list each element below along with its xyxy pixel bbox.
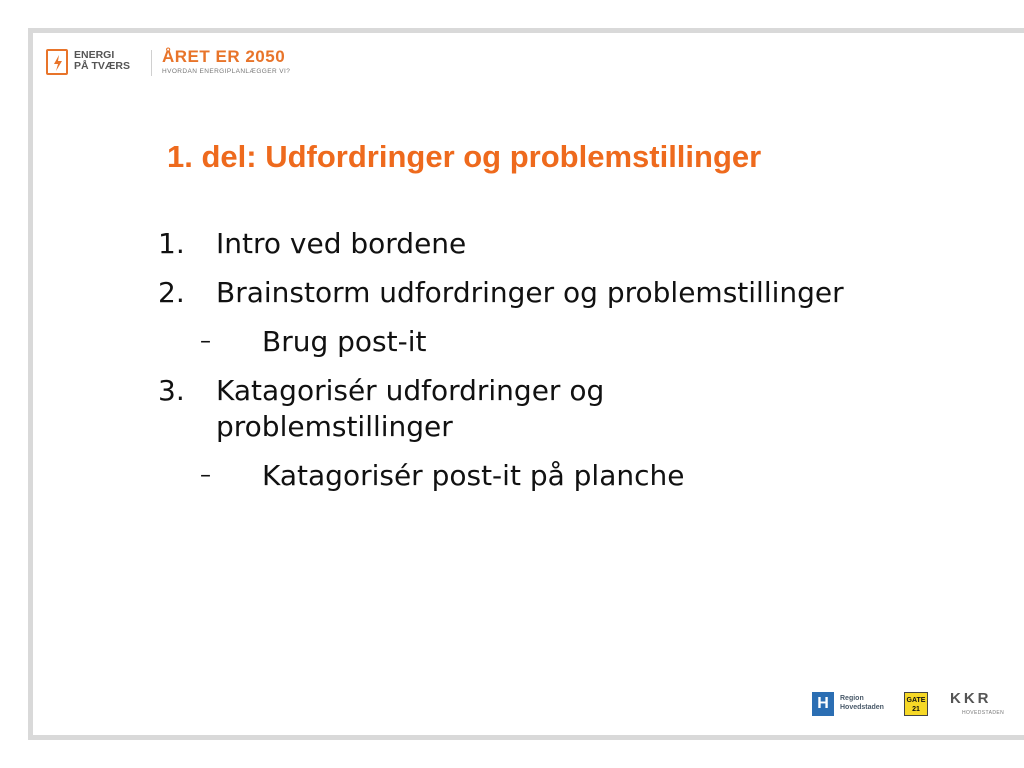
dash-bullet: – bbox=[200, 463, 211, 488]
slide-title: 1. del: Udfordringer og problemstillinger bbox=[167, 139, 762, 174]
region-line-1: Region bbox=[840, 695, 864, 702]
item-text: Brainstorm udfordringer og problemstillinger bbox=[216, 276, 844, 309]
dash-bullet: – bbox=[200, 329, 211, 354]
logo-wordmark bbox=[74, 50, 154, 72]
list-item bbox=[158, 275, 998, 311]
region-line-2: Hovedstaden bbox=[840, 704, 884, 711]
logo-line-2: PÅ TVÆRS bbox=[74, 60, 131, 72]
sub-list-item bbox=[158, 458, 998, 494]
item-text: Katagorisér udfordringer og problemstillinger bbox=[216, 374, 605, 443]
campaign-title: ÅRET ER 2050 bbox=[162, 47, 286, 66]
item-number: 1. bbox=[158, 227, 185, 260]
list-item bbox=[158, 373, 776, 445]
item-number: 3. bbox=[158, 374, 185, 407]
region-mark-icon: H bbox=[812, 692, 834, 716]
item-text: Intro ved bordene bbox=[216, 227, 467, 260]
sub-list-item bbox=[158, 324, 998, 360]
sub-item-text: Katagorisér post-it på planche bbox=[262, 459, 685, 492]
kkr-logo: KKR bbox=[950, 690, 992, 707]
gate-line-1: GATE bbox=[906, 697, 926, 704]
gate21-logo bbox=[904, 692, 928, 716]
partner-logos bbox=[812, 690, 1012, 718]
lightning-icon bbox=[46, 49, 68, 75]
gate-line-2: 21 bbox=[912, 706, 920, 713]
item-number: 2. bbox=[158, 276, 185, 309]
region-wordmark bbox=[840, 694, 900, 712]
list-item bbox=[158, 226, 998, 262]
logo-divider bbox=[151, 50, 152, 76]
campaign-subtitle: HVORDAN ENERGIPLANLÆGGER VI? bbox=[162, 68, 291, 75]
sub-item-text: Brug post-it bbox=[262, 325, 427, 358]
logo-line-1: ENERGI bbox=[74, 49, 115, 61]
agenda-list bbox=[158, 226, 998, 507]
kkr-subtitle: HOVEDSTADEN bbox=[962, 710, 1005, 716]
